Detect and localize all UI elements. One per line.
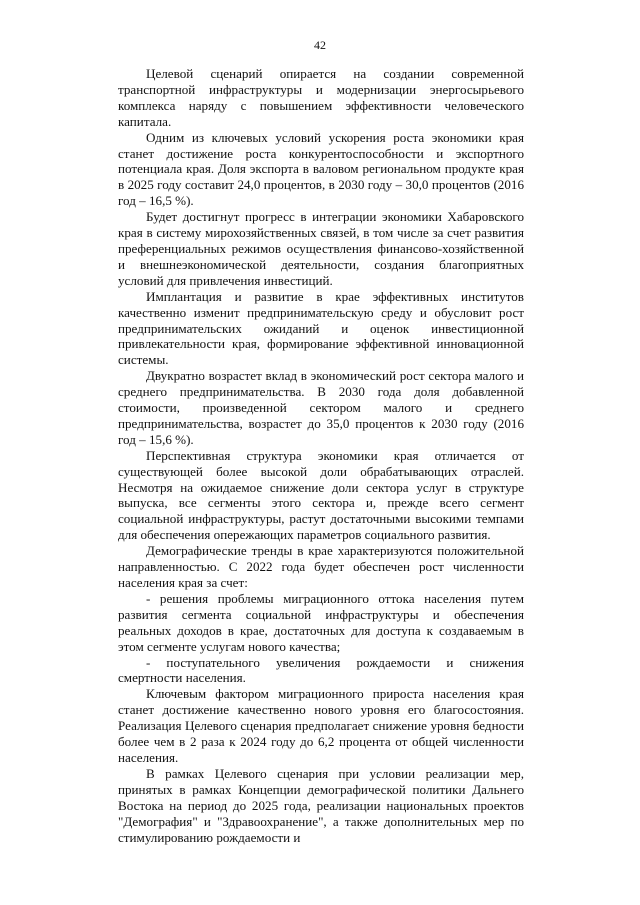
document-body xyxy=(118,66,524,845)
paragraph-target-scenario: Целевой сценарий опирается на создании современной транспортной инфраструктуры и модернизации энергосырьевого комплекса наряду с повышением эффективности человеческого капитала. xyxy=(118,66,524,129)
paragraph-integration: Будет достигнут прогресс в интеграции экономики Хабаровского края в систему мирохозяйственных связей, в том числе за счет развития преференциальных режимов осуществления финансово-хозяйственной и внешнеэкономической деятельности, создания благоприятных условий для привлечения инвестиций. xyxy=(118,209,524,288)
paragraph-small-business: Двукратно возрастет вклад в экономический рост сектора малого и среднего предпринимательства. В 2030 года доля добавленной стоимости, произведенной сектором малого и среднего предпринимательства, возрастет до 35,0 процентов к 2030 году (2016 год – 15,6 %). xyxy=(118,368,524,447)
paragraph-export-share: Одним из ключевых условий ускорения роста экономики края станет достижение роста конкурентоспособности и экспортного потенциала края. Доля экспорта в валовом региональном продукте края в 2025 году составит 24,0 процентов, в 2030 году – 30,0 процентов (2016 год – 16,5 %). xyxy=(118,129,524,209)
list-item-birth-rate: - поступательного увеличения рождаемости и снижения смертности населения. xyxy=(118,654,524,686)
list-item-migration: - решения проблемы миграционного оттока населения путем развития сегмента социальной инфраструктуры и обеспечения реальных доходов в крае, достаточных для доступа к создаваемым в этом сегменте услугам нового качества; xyxy=(118,590,524,654)
paragraph-economy-structure: Перспективная структура экономики края отличается от существующей более высокой доли обрабатывающих отраслей. Несмотря на ожидаемое снижение доли сектора услуг в структуре выпуска, все сегменты этого сектора и, прежде всего сегмент социальной инфраструктуры, растут достаточными высокими темпами для обеспечения опережающих параметров социального развития. xyxy=(118,447,524,543)
paragraph-institutions: Имплантация и развитие в крае эффективных институтов качественно изменит предпринимательскую среду и обусловит рост предпринимательских ожиданий и оценок инвестиционной привлекательности края, формирование эффективной инновационной системы. xyxy=(118,288,524,368)
paragraph-key-factor: Ключевым фактором миграционного прироста населения края станет достижение качественно нового уровня его благосостояния. Реализация Целевого сценария предполагает снижение уровня бедности более чем в 2 раза к 2024 году до 6,2 процента от общей численности населения. xyxy=(118,686,524,765)
paragraph-concept-demographic-policy: В рамках Целевого сценария при условии реализации мер, принятых в рамках Концепции демографической политики Дальнего Востока на период до 2025 года, реализации национальных проектов "Демография" и "Здравоохранение", а также дополнительных мер по стимулированию рождаемости и xyxy=(118,765,524,845)
paragraph-demographic-trends: Демографические тренды в крае характеризуются положительной направленностью. С 2022 года будет обеспечен рост численности населения края за счет: xyxy=(118,543,524,590)
page-number: 42 xyxy=(314,38,326,52)
